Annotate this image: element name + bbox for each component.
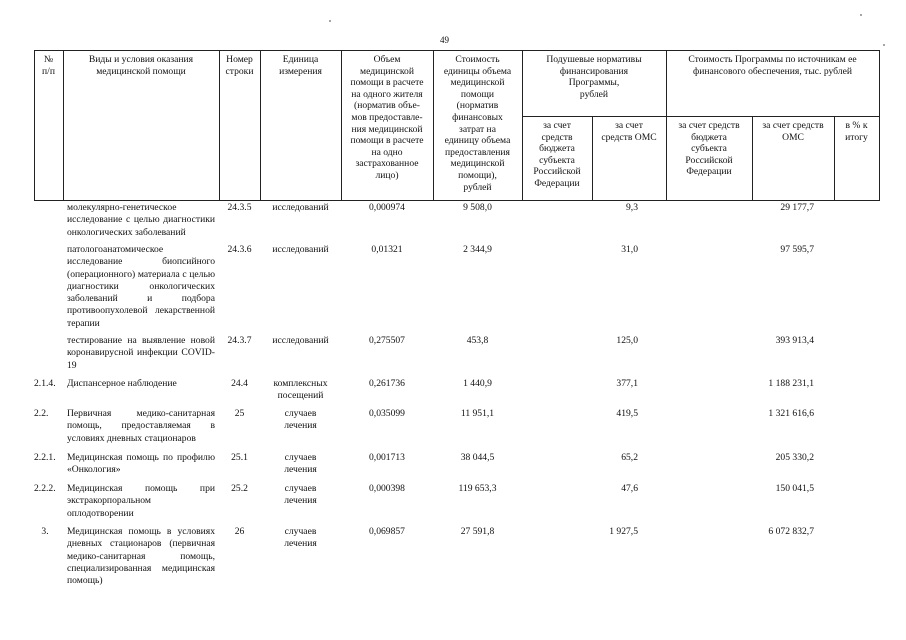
row-num: 2.2.1. — [34, 452, 56, 463]
scan-speck — [860, 14, 862, 16]
row-cost: 1 440,9 — [463, 378, 492, 389]
row-unit: случаев лечения — [284, 408, 317, 432]
row-name: Первичная медико-санитарная помощь, предоставляемая в условиях дневных стационаров — [67, 408, 215, 444]
row-volume: 0,275507 — [369, 335, 405, 346]
row-name: тестирование на выявление новой коронавирусной инфекции COVID-19 — [67, 335, 215, 371]
row-number: 26 — [234, 526, 245, 537]
header-type: Виды и условия оказания медицинской помощи — [88, 54, 194, 77]
row-oms-norm: 125,0 — [616, 335, 638, 346]
row-volume: 0,000974 — [369, 202, 405, 213]
row-number: 25.2 — [231, 483, 248, 494]
row-num: 2.2. — [34, 408, 49, 419]
row-unit: исследований — [272, 202, 329, 213]
row-name: Медицинская помощь по профилю «Онкология» — [67, 452, 215, 476]
header-per-capita: Подушевые нормативы финансирования Программы, рублей — [546, 54, 642, 100]
row-num: 3. — [41, 526, 49, 537]
scan-speck — [883, 44, 885, 46]
row-oms-total: 205 330,2 — [775, 452, 814, 463]
header-unit: Единица измерения — [279, 54, 322, 77]
row-oms-norm: 65,2 — [621, 452, 638, 463]
row-volume: 0,035099 — [369, 408, 405, 419]
header-cost: Стоимость единицы объема медицинской помощи (норматив финансовых затрат на единицу объема предоставления медицинской помощи), рублей — [443, 54, 512, 193]
row-num: 2.1.4. — [34, 378, 56, 389]
row-unit: исследований — [272, 244, 329, 255]
row-name: молекулярно-генетическое исследование с целью диагностики онкологических заболеваний — [67, 202, 215, 238]
row-oms-norm: 377,1 — [616, 378, 638, 389]
header-num: № п/п — [42, 54, 55, 77]
row-unit: случаев лечения — [284, 526, 317, 550]
row-unit: комплексных посещений — [273, 378, 328, 402]
header-volume: Объем медицинской помощи в расчете на одного жителя (норматив объе- мов предоставле- ния медицинской помощи в расчете на одно застрахованное лицо) — [350, 54, 424, 181]
row-oms-total: 1 321 616,6 — [768, 408, 814, 419]
row-cost: 119 653,3 — [458, 483, 497, 494]
row-oms-total: 97 595,7 — [780, 244, 814, 255]
row-volume: 0,069857 — [369, 526, 405, 537]
row-oms-norm: 1 927,5 — [609, 526, 638, 537]
row-cost: 38 044,5 — [460, 452, 495, 463]
row-number: 24.3.7 — [227, 335, 252, 346]
row-num: 2.2.2. — [34, 483, 56, 494]
row-unit: исследований — [272, 335, 329, 346]
row-oms-total: 393 913,4 — [775, 335, 814, 346]
row-name: Медицинская помощь в условиях дневных стационаров (первичная медико-санитарная помощь, специализированная медицинская помощь) — [67, 526, 215, 587]
header-program-budget: за счет средств бюджета субъекта Российской Федерации — [678, 120, 740, 178]
row-oms-total: 150 041,5 — [775, 483, 814, 494]
header-program-pct: в % к итогу — [845, 120, 868, 143]
row-oms-total: 6 072 832,7 — [768, 526, 814, 537]
row-volume: 0,001713 — [369, 452, 405, 463]
row-cost: 2 344,9 — [463, 244, 492, 255]
row-name: Диспансерное наблюдение — [67, 378, 177, 389]
row-oms-norm: 9,3 — [626, 202, 638, 213]
row-oms-total: 1 188 231,1 — [768, 378, 814, 389]
row-volume: 0,01321 — [371, 244, 403, 255]
header-row-no: Номер строки — [225, 54, 254, 77]
header-per-capita-budget: за счет средств бюджета субъекта Российской Федерации — [533, 120, 581, 189]
row-number: 24.4 — [231, 378, 248, 389]
row-name: патологоанатомическое исследование биопсийного (операционного) материала с целью диагностики онкологических заболеваний и подбора противоопухолевой лекарственной терапии — [67, 244, 215, 329]
scan-speck — [329, 20, 331, 22]
row-unit: случаев лечения — [284, 483, 317, 507]
row-cost: 11 951,1 — [460, 408, 495, 419]
row-number: 24.3.6 — [227, 244, 252, 255]
header-program-oms: за счет средств ОМС — [762, 120, 824, 143]
row-number: 25.1 — [231, 452, 248, 463]
row-oms-norm: 31,0 — [621, 244, 638, 255]
row-volume: 0,261736 — [369, 378, 405, 389]
row-volume: 0,000398 — [369, 483, 405, 494]
row-cost: 453,8 — [466, 335, 489, 346]
page-number: 49 — [440, 35, 449, 45]
header-program-cost: Стоимость Программы по источникам ее финансового обеспечения, тыс. рублей — [688, 54, 857, 77]
row-oms-norm: 47,6 — [621, 483, 638, 494]
row-oms-norm: 419,5 — [616, 408, 638, 419]
row-number: 25 — [234, 408, 245, 419]
row-number: 24.3.5 — [227, 202, 252, 213]
row-unit: случаев лечения — [284, 452, 317, 476]
row-oms-total: 29 177,7 — [780, 202, 814, 213]
row-name: Медицинская помощь при экстракорпоральном оплодотворении — [67, 483, 215, 519]
row-cost: 9 508,0 — [463, 202, 492, 213]
header-per-capita-oms: за счет средств ОМС — [601, 120, 657, 143]
row-cost: 27 591,8 — [460, 526, 495, 537]
